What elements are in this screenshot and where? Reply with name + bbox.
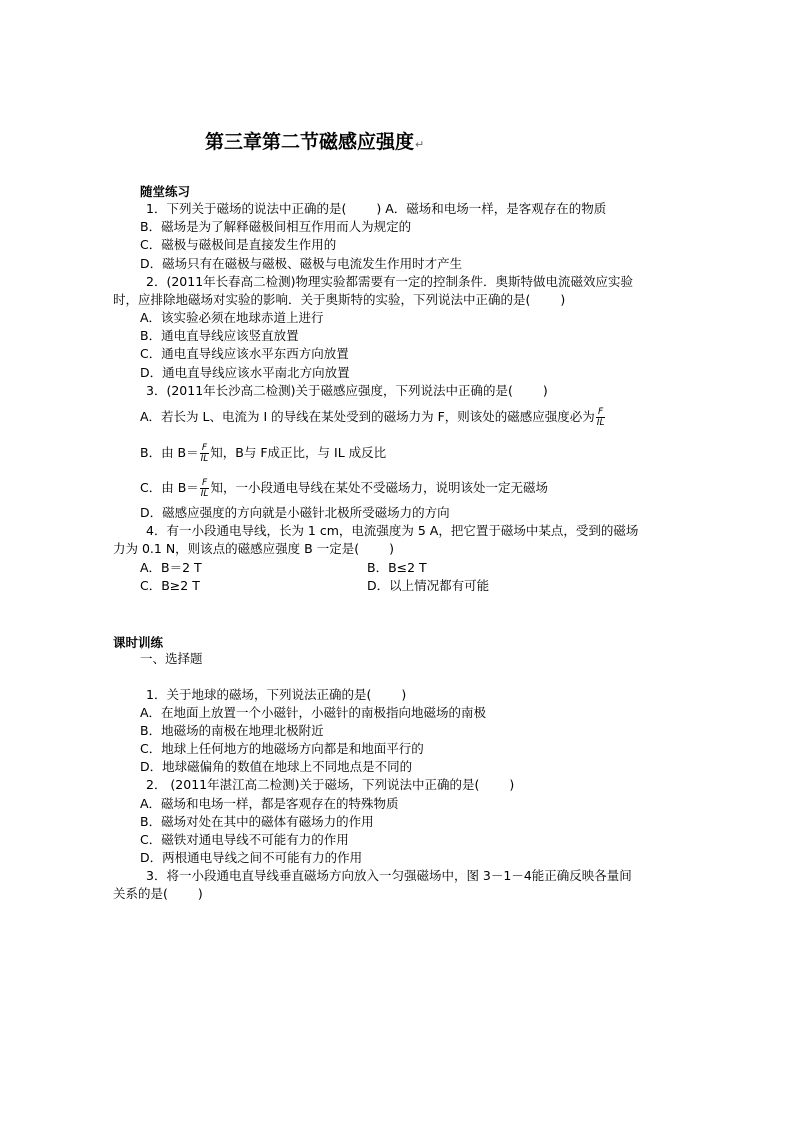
question-3-stem: 3．(2011年长沙高二检测)关于磁感应强度，下列说法中正确的是( ) bbox=[146, 383, 548, 398]
training-question-2-option-b: B．磁场对处在其中的磁体有磁场力的作用 bbox=[140, 814, 374, 829]
question-4-option-d: D．以上情况都有可能 bbox=[367, 578, 490, 593]
page-title: 第三章第二节磁感应强度↵ bbox=[205, 131, 425, 153]
training-question-2-stem: 2． (2011年湛江高二检测)关于磁场，下列说法中正确的是( ) bbox=[146, 777, 515, 792]
question-3-option-c: C．由 B＝ $\frac{F}{IL}$ 知，一小段通电导线在某处不受磁场力，说明该处一定无磁场 bbox=[140, 478, 548, 499]
question-3-option-d: D．磁感应强度的方向就是小磁针北极所受磁场力的方向 bbox=[140, 505, 450, 520]
question-4-option-c: C．B≥2 T bbox=[140, 578, 200, 593]
fraction-f-over-il: $\frac{F}{IL}$ bbox=[200, 478, 209, 499]
question-2-option-a: A．该实验必须在地球赤道上进行 bbox=[140, 310, 324, 325]
training-question-1-option-b: B．地磁场的南极在地理北极附近 bbox=[140, 723, 324, 738]
question-1-option-c: C．磁极与磁极间是直接发生作用的 bbox=[140, 237, 337, 252]
question-2-option-c: C．通电直导线应该水平东西方向放置 bbox=[140, 346, 349, 361]
training-question-1-option-a: A．在地面上放置一个小磁针，小磁针的南极指向地磁场的南极 bbox=[140, 705, 487, 720]
question-1-stem: 1．下列关于磁场的说法中正确的是( ) A．磁场和电场一样，是客观存在的物质 bbox=[146, 201, 607, 216]
fraction-f-over-il: $\frac{F}{IL}$ bbox=[200, 443, 209, 464]
section-heading-practice: 随堂练习 bbox=[140, 184, 191, 199]
question-2-option-d: D．通电直导线应该水平南北方向放置 bbox=[140, 365, 350, 380]
question-3-option-a: A．若长为 L、电流为 I 的导线在某处受到的磁场力为 F，则该处的磁感应强度必为 $\frac{F}{IL}$ bbox=[140, 407, 605, 428]
question-2-option-b: B．通电直导线应该竖直放置 bbox=[140, 328, 299, 343]
question-2-stem-line1: 2．(2011年长春高二检测)物理实验都需要有一定的控制条件．奥斯特做电流磁效应实验 bbox=[146, 274, 634, 289]
training-question-2-option-c: C．磁铁对通电导线不可能有力的作用 bbox=[140, 832, 349, 847]
training-question-3-stem-line2: 关系的是( ) bbox=[113, 886, 203, 901]
question-1-option-b: B．磁场是为了解释磁极间相互作用而人为规定的 bbox=[140, 219, 412, 234]
paragraph-mark: ↵ bbox=[415, 138, 425, 151]
question-4-option-b: B．B≤2 T bbox=[367, 560, 427, 575]
question-4-stem-line1: 4．有一小段通电导线，长为 1 cm，电流强度为 5 A，把它置于磁场中某点，受到的磁场 bbox=[146, 523, 639, 538]
training-question-1-stem: 1．关于地球的磁场，下列说法正确的是( ) bbox=[146, 687, 407, 702]
question-3-option-b: B．由 B＝ $\frac{F}{IL}$ 知，B与 F成正比，与 IL 成反比 bbox=[140, 443, 387, 464]
question-1-option-d: D．磁场只有在磁极与磁极、磁极与电流发生作用时才产生 bbox=[140, 256, 463, 271]
training-question-2-option-a: A．磁场和电场一样，都是客观存在的特殊物质 bbox=[140, 796, 399, 811]
fraction-f-over-il: $\frac{F}{IL}$ bbox=[596, 407, 605, 428]
training-question-3-stem-line1: 3．将一小段通电直导线垂直磁场方向放入一匀强磁场中，图 3－1－4能正确反映各量间 bbox=[146, 868, 632, 883]
question-2-stem-line2: 时，应排除地磁场对实验的影响．关于奥斯特的实验，下列说法中正确的是( ) bbox=[113, 292, 566, 307]
training-question-1-option-d: D．地球磁偏角的数值在地球上不同地点是不同的 bbox=[140, 759, 413, 774]
training-question-2-option-d: D．两根通电导线之间不可能有力的作用 bbox=[140, 850, 363, 865]
question-4-stem-line2: 力为 0.1 N，则该点的磁感应强度 B 一定是( ) bbox=[113, 541, 394, 556]
subsection-heading: 一、选择题 bbox=[140, 651, 203, 666]
training-question-1-option-c: C．地球上任何地方的地磁场方向都是和地面平行的 bbox=[140, 741, 424, 756]
question-4-option-a: A．B＝2 T bbox=[140, 560, 202, 575]
section-heading-training: 课时训练 bbox=[113, 635, 164, 650]
